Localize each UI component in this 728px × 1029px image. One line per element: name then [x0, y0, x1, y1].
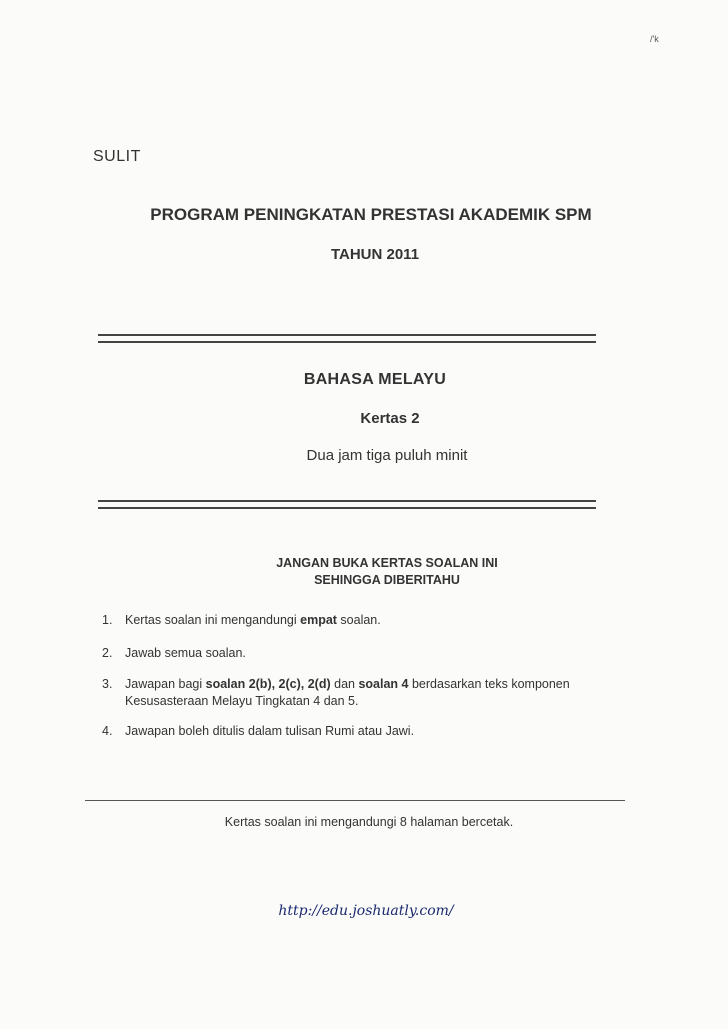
instruction-text-bold: soalan 4	[358, 677, 409, 691]
footer-divider	[85, 800, 625, 801]
instruction-text: Jawapan boleh ditulis dalam tulisan Rumi atau Jawi.	[125, 724, 415, 738]
divider-top	[98, 334, 596, 343]
instruction-text-part: dan	[330, 677, 359, 691]
instruction-text-part: berdasarkan teks komponen	[408, 677, 570, 691]
instruction-text-part: Jawapan bagi	[125, 677, 206, 691]
instruction-text-part: Kesusasteraan Melayu Tingkatan 4 dan 5.	[125, 694, 359, 708]
warning-line-2: SEHINGGA DIBERITAHU	[314, 573, 460, 587]
instruction-text-bold: empat	[300, 613, 337, 627]
instruction-text-bold: soalan 2(b), 2(c), 2(d)	[205, 677, 331, 691]
instruction-number: 4.	[102, 724, 113, 738]
program-year: TAHUN 2011	[330, 246, 420, 263]
program-title: PROGRAM PENINGKATAN PRESTASI AKADEMIK SPM	[150, 205, 592, 224]
instruction-text	[125, 676, 635, 710]
instruction-text-part: soalan.	[336, 613, 381, 627]
source-url: http://edu.joshuatly.com/	[278, 903, 454, 919]
subject-title: BAHASA MELAYU	[303, 371, 447, 388]
warning-line-1: JANGAN BUKA KERTAS SOALAN INI	[276, 556, 498, 570]
instruction-number: 1.	[102, 613, 113, 627]
instruction-number: 3.	[102, 677, 113, 691]
exam-duration: Dua jam tiga puluh minit	[306, 447, 468, 464]
classification-label: SULIT	[93, 148, 141, 165]
paper-number: Kertas 2	[360, 410, 420, 427]
warning-notice	[0, 555, 728, 589]
instruction-text-part: Kertas soalan ini mengandungi	[125, 613, 301, 627]
instruction-text: Jawab semua soalan.	[125, 646, 246, 660]
instruction-text	[125, 612, 635, 629]
instruction-number: 2.	[102, 646, 113, 660]
corner-mark: /'k	[650, 34, 659, 44]
divider-bottom	[98, 500, 596, 509]
page-count-note: Kertas soalan ini mengandungi 8 halaman bercetak.	[224, 815, 514, 829]
